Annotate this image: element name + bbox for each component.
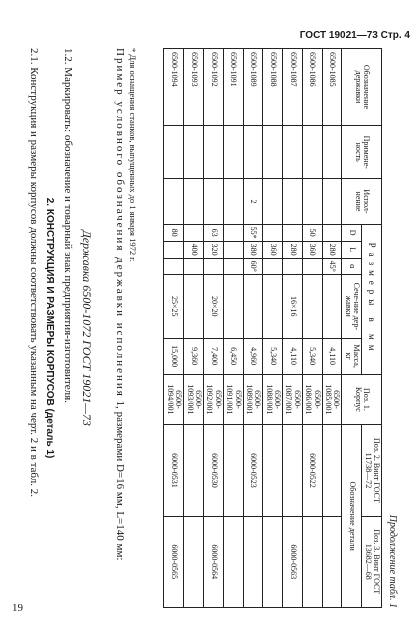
cell-D: 63 xyxy=(203,224,223,241)
cell-code: 6500-1089 xyxy=(243,49,263,126)
cell-execution xyxy=(203,179,223,224)
cell-pos3: 6000-0565 xyxy=(164,516,184,607)
cell-mass: 7,400 xyxy=(203,338,223,374)
example-rest: 1, размерами D=16 мм, L=140 мм: xyxy=(114,400,126,561)
cell-execution xyxy=(184,179,204,224)
cell-L xyxy=(223,241,243,258)
cell-application xyxy=(302,125,322,179)
cell-mass: 5,340 xyxy=(263,338,283,374)
rotated-content xyxy=(10,48,400,608)
cell-section xyxy=(263,274,283,338)
cell-section: 25×25 xyxy=(164,274,184,338)
cell-pos1: 6500-1087/001 xyxy=(283,374,303,425)
cell-D: 80 xyxy=(164,224,184,241)
cell-D: 55* xyxy=(243,224,263,241)
cell-pos3 xyxy=(223,516,243,607)
cell-application xyxy=(263,125,283,179)
cell-application xyxy=(243,125,263,179)
cell-mass: 4,110 xyxy=(322,338,342,374)
cell-alpha xyxy=(283,258,303,274)
cell-L: 280 xyxy=(283,241,303,258)
cell-code: 6500-1085 xyxy=(322,49,342,126)
col-pos1: Поз. 1. Корпус xyxy=(342,374,382,425)
cell-mass: 4,960 xyxy=(243,338,263,374)
cell-alpha xyxy=(302,258,322,274)
cell-code: 6500-1086 xyxy=(302,49,322,126)
cell-pos2 xyxy=(223,425,243,516)
cell-pos3: 6000-0563 xyxy=(283,516,303,607)
cell-pos1: 6500-1089/001 xyxy=(243,374,263,425)
cell-execution xyxy=(302,179,322,224)
cell-pos1: 6500-1088/001 xyxy=(263,374,283,425)
cell-alpha xyxy=(184,258,204,274)
cell-section xyxy=(243,274,263,338)
cell-pos3 xyxy=(263,516,283,607)
cell-alpha xyxy=(164,258,184,274)
cell-pos1: 6500-1094/001 xyxy=(164,374,184,425)
cell-D xyxy=(283,224,303,241)
cell-L: 380 xyxy=(243,241,263,258)
table-row xyxy=(223,49,243,608)
cell-mass: 6,450 xyxy=(223,338,243,374)
cell-pos3 xyxy=(184,516,204,607)
cell-pos1: 6500-1086/001 xyxy=(302,374,322,425)
col-D: D xyxy=(342,224,362,241)
cell-execution xyxy=(223,179,243,224)
cell-pos1: 6500-1091/001 xyxy=(223,374,243,425)
cell-pos1: 6500-1093/001 xyxy=(184,374,204,425)
example-text xyxy=(113,48,126,608)
cell-D xyxy=(322,224,342,241)
cell-alpha xyxy=(223,258,243,274)
standard-number: ГОСТ 19021—73 xyxy=(299,30,378,41)
cell-execution xyxy=(283,179,303,224)
col-application: Примене-ность xyxy=(342,125,382,179)
page-number: 19 xyxy=(12,602,23,614)
cell-D xyxy=(263,224,283,241)
holders-table xyxy=(163,48,382,608)
table-row xyxy=(164,49,184,608)
cell-alpha: 45° xyxy=(322,258,342,274)
col-designation: Обозначение державки xyxy=(342,49,382,126)
cell-pos1: 6500-1085/001 xyxy=(322,374,342,425)
cell-pos3 xyxy=(322,516,342,607)
cell-execution xyxy=(322,179,342,224)
cell-application xyxy=(223,125,243,179)
cell-execution xyxy=(164,179,184,224)
cell-pos2: 6000-0523 xyxy=(243,425,263,516)
detail-label: Обозначение детали xyxy=(342,425,362,608)
clause-2-1: 2.1. Конструкция и размеры корпусов должны соответствовать указанным на черт. 2 и в табл. 2. xyxy=(28,48,40,497)
table-row xyxy=(243,49,263,608)
cell-code: 6500-1091 xyxy=(223,49,243,126)
table-row xyxy=(322,49,342,608)
cell-application xyxy=(184,125,204,179)
cell-L xyxy=(164,241,184,258)
cell-execution: 2 xyxy=(243,179,263,224)
cell-alpha xyxy=(263,258,283,274)
cell-D: 50 xyxy=(302,224,322,241)
cell-pos1: 6500-1092/001 xyxy=(203,374,223,425)
col-section: Сече-ние дер-жавки xyxy=(342,274,362,338)
cell-section xyxy=(223,274,243,338)
cell-pos2: 6000-0531 xyxy=(164,425,184,516)
col-pos2: Поз. 2. Винт ГОСТ 11738—72 xyxy=(362,425,382,516)
table-continuation-label: Продолжение табл. 1 xyxy=(387,514,398,608)
cell-D xyxy=(223,224,243,241)
cell-pos3: 6000-0564 xyxy=(203,516,223,607)
cell-pos2: 6000-0522 xyxy=(302,425,322,516)
cell-L: 360 xyxy=(302,241,322,258)
cell-mass: 9,360 xyxy=(184,338,204,374)
cell-section xyxy=(302,274,322,338)
cell-L: 280 xyxy=(322,241,342,258)
cell-L: 320 xyxy=(203,241,223,258)
page-label: Стр. 4 xyxy=(380,30,410,41)
cell-section xyxy=(322,274,342,338)
cell-mass: 5,340 xyxy=(302,338,322,374)
cell-pos2 xyxy=(263,425,283,516)
cell-pos3 xyxy=(302,516,322,607)
cell-code: 6500-1088 xyxy=(263,49,283,126)
cell-application xyxy=(164,125,184,179)
cell-code: 6500-1092 xyxy=(203,49,223,126)
col-mass: Масса, кг xyxy=(342,338,362,374)
section-title: 2. КОНСТРУКЦИЯ И РАЗМЕРЫ КОРПУСОВ (деталь 1) xyxy=(44,197,55,459)
table-row xyxy=(184,49,204,608)
cell-application xyxy=(283,125,303,179)
cell-application xyxy=(203,125,223,179)
table-row xyxy=(302,49,322,608)
cell-mass: 4,110 xyxy=(283,338,303,374)
table-row xyxy=(283,49,303,608)
cell-application xyxy=(322,125,342,179)
cell-code: 6500-1087 xyxy=(283,49,303,126)
holder-designation-title: Державка 6500-1072 ГОСТ 19021—73 xyxy=(80,230,94,426)
col-alpha: α xyxy=(342,258,362,274)
cell-L: 360 xyxy=(263,241,283,258)
col-pos3: Поз. 3. Винт ГОСТ 13682—68 xyxy=(362,516,382,607)
cell-section xyxy=(184,274,204,338)
col-execution: Испол-нение xyxy=(342,179,382,224)
table-row xyxy=(203,49,223,608)
footnote: * Для оснащения станков, выпущенных до 1 января 1972 г. xyxy=(128,48,138,262)
cell-D xyxy=(184,224,204,241)
cell-pos2: 6000-0530 xyxy=(203,425,223,516)
cell-code: 6500-1093 xyxy=(184,49,204,126)
cell-pos3 xyxy=(243,516,263,607)
page-header xyxy=(290,30,410,41)
example-lead: Пример условного обозначения державки исполнения xyxy=(114,48,126,398)
cell-pos2 xyxy=(322,425,342,516)
table-row xyxy=(263,49,283,608)
cell-pos2 xyxy=(283,425,303,516)
cell-alpha xyxy=(203,258,223,274)
cell-section: 16×16 xyxy=(283,274,303,338)
cell-execution xyxy=(263,179,283,224)
marking-clause: 1.2. Маркировать: обозначение и товарный знак предприятия-изготовителя. xyxy=(62,48,74,403)
cell-mass: 15,000 xyxy=(164,338,184,374)
col-L: L xyxy=(342,241,362,258)
cell-alpha: 60° xyxy=(243,258,263,274)
sizes-group-header: Размеры в мм xyxy=(362,224,382,374)
cell-pos2 xyxy=(184,425,204,516)
cell-section: 20×20 xyxy=(203,274,223,338)
cell-code: 6500-1094 xyxy=(164,49,184,126)
cell-L: 400 xyxy=(184,241,204,258)
